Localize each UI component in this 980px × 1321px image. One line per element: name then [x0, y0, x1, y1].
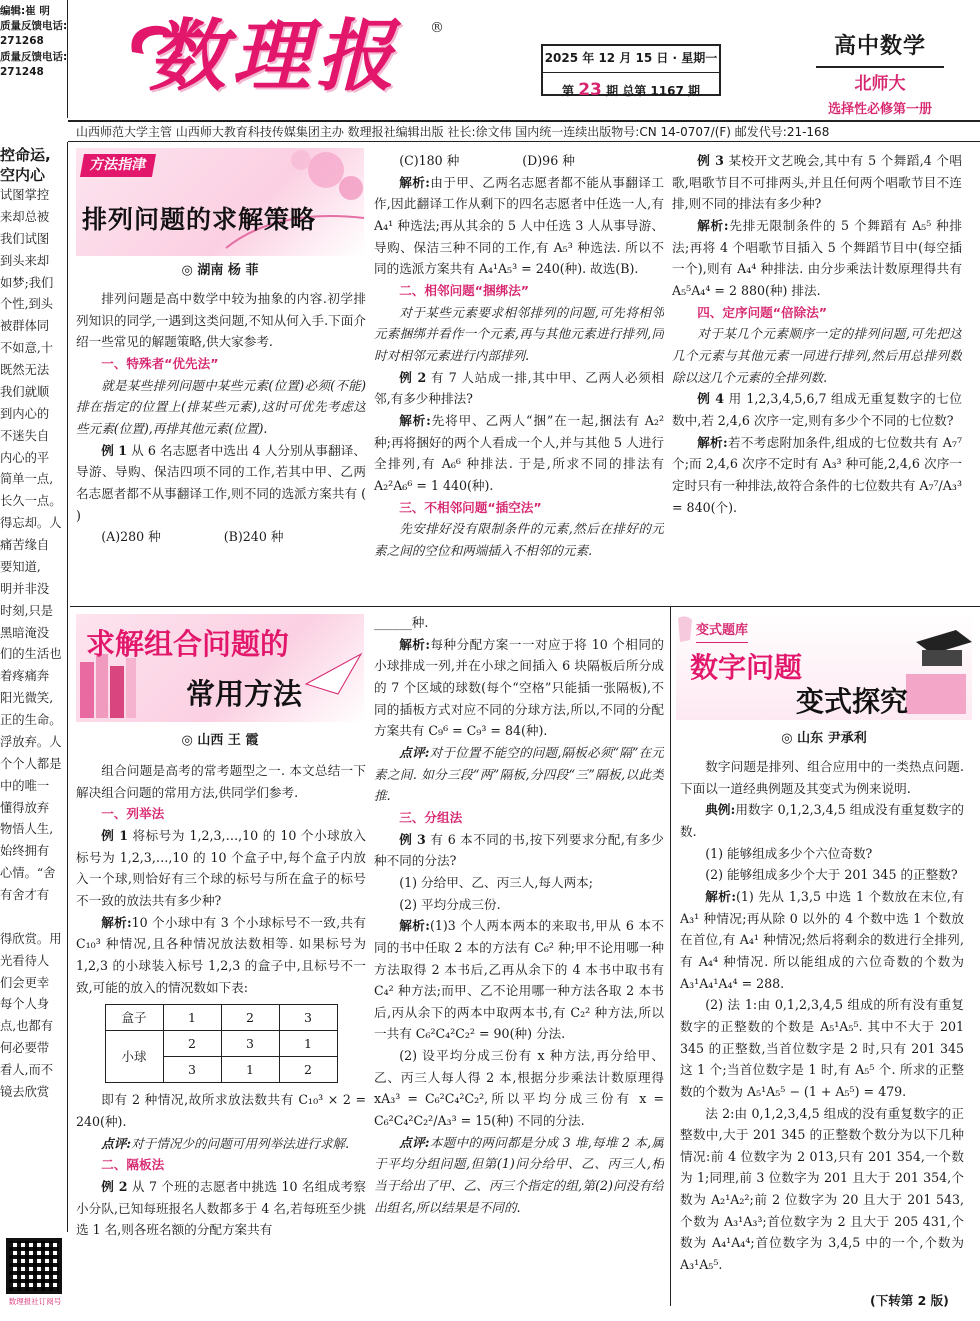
left-column-line: 始终拥有: [0, 844, 50, 859]
table-cell: 1: [163, 1005, 221, 1031]
left-column-line: 我们就顺: [0, 384, 50, 399]
example-text: 用 1,2,3,4,5,6,7 组成无重复数字的七位数中,若 2,4,6 次序一定,则有多少个不同的七位数?: [672, 391, 962, 428]
left-column-line: 浮放弃。人: [0, 734, 62, 749]
article1-col1: [76, 288, 366, 604]
example-paragraph: [672, 388, 962, 431]
solution-text: (2) 设平均分成三份有 x 种方法,再分给甲、乙、丙三人每人得 2 本,根据分步乘法计数原理得 xA₃³ = C₆²C₄²C₂²,所以平均分成三份有 x = C₆²C₄²C₂²/A₃³ = 15(种) 不同的分法.: [374, 1048, 664, 1129]
solution-paragraph: [374, 410, 664, 497]
ball-box-table: [105, 1004, 338, 1083]
example-text: 将标号为 1,2,3,…,10 的 10 个小球放入标号为 1,2,3,…,10 的 10 个盒子中,每个盒子内放入一个球,则恰好有三个球的标号与所在盒子的标号不一致的放法共有多少种?: [76, 827, 366, 908]
feedback-label: 质量反馈电话:: [0, 20, 68, 33]
left-column-line: 长久一点。: [0, 494, 62, 509]
volume-label: 选择性必修第一册: [827, 102, 932, 118]
note-text: 对于位置不能空的问题,隔板必须“隔”在元素之间. 如分三段“两”隔板,分四段“三”隔板,以此类推.: [374, 744, 664, 804]
article-intro: 数字问题是排列、组合应用中的一类热点问题. 下面以一道经典例题及其变式为例来说明.: [680, 759, 964, 796]
article-title: 求解组合问题的: [86, 627, 290, 661]
example-paragraph: [680, 799, 964, 842]
left-column-line: 明并非没: [0, 581, 50, 596]
left-column-line: 们的生活也: [0, 647, 62, 662]
left-column-line: 到头来却: [0, 253, 50, 268]
method-description: 对于某些元素要求相邻排列的问题,可先将相邻元素捆绑并看作一个元素,再与其他元素进行排列,同时对相邻元素进行内部排列.: [374, 304, 664, 363]
issue-number: 23: [578, 80, 602, 100]
note-label: 点评:: [399, 744, 430, 760]
table-cell: 3: [279, 1005, 337, 1031]
solution-label: 解析:: [101, 914, 132, 930]
left-column-text: [0, 185, 67, 1104]
newspaper-logo: [130, 10, 460, 120]
left-column-line: 被群体同: [0, 319, 50, 334]
editor-line: 编辑:崔 明: [0, 5, 50, 17]
solution-paragraph: [672, 432, 962, 519]
issue-prefix: 第: [562, 84, 575, 98]
article-title: 排列问题的求解策略: [82, 205, 317, 234]
example-label: 例 2: [101, 1178, 128, 1194]
article2-banner: [76, 614, 364, 722]
solution-text: 由于甲、乙两名志愿者都不能从事翻译工作,因此翻译工作从剩下的四名志愿者中任选一人,有 A₄¹ 种选法;再从其余的 5 人中任选 3 人从事导游、导购、保洁三种不同的工作,有 A₅³ 种选法. 所以不同的选派方案共有 A₄¹A₅³ = 240(种). 故选(B).: [374, 174, 664, 277]
continued-note: (下转第 2 版): [870, 1293, 949, 1308]
example-text: 用数字 0,1,2,3,4,5 组成没有重复数字的数.: [680, 802, 964, 839]
left-partial-column: [0, 142, 68, 1232]
example-text: 有 7 人站成一排,其中甲、乙两人必须相邻,有多少种排法?: [374, 369, 664, 407]
example-paragraph: [76, 825, 366, 912]
section-tag: 变式题库: [696, 620, 748, 643]
table-header-cell: 盒子: [105, 1005, 163, 1031]
left-column-line: 个个人都是: [0, 756, 62, 771]
note-label: 点评:: [101, 1135, 132, 1151]
article1-col2: [374, 150, 664, 606]
issue-suffix: 期 总第 1167 期: [606, 84, 700, 98]
left-column-line: 不迷失自: [0, 428, 50, 443]
left-column-line: 何必要带: [0, 1041, 50, 1056]
section-divider: [70, 606, 670, 607]
left-column-line: 光看待人: [0, 953, 50, 968]
solution-paragraph: [374, 915, 664, 1045]
qr-code[interactable]: [6, 1238, 62, 1294]
article-intro: 组合问题是高考的常考题型之一. 本文总结一下解决组合问题的常用方法,供同学们参考.: [76, 763, 366, 800]
feedback-phone: 271268: [0, 35, 44, 48]
left-column-line: 着疼痛奔: [0, 669, 50, 684]
left-column-line: 懂得放弃: [0, 800, 50, 815]
left-column-line: 既然无法: [0, 363, 50, 377]
method-description: 就是某些排列问题中某些元素(位置)必须(不能)排在指定的位置上(排某些元素),这时可优先考虑这些元素(位置),再排其他元素(位置).: [76, 377, 366, 436]
section-tag: 方法指津: [80, 154, 156, 177]
article-title: 常用方法: [186, 677, 303, 711]
method-description: 先安排好没有限制条件的元素,然后在排好的元素之间的空位和两端插入不相邻的元素.: [374, 521, 664, 558]
article3-col: [680, 756, 964, 1306]
article1-banner: [76, 148, 364, 256]
section-divider: [670, 606, 980, 607]
section-heading: 四、定序问题“倍除法”: [697, 304, 828, 320]
editor-info: [0, 0, 68, 118]
solution-text: 每种分配方案一一对应于将 10 个相同的小球排成一列,并在小球之间插入 6 块隔板后所分成的 7 个区域的球数(每个“空格”只能插一张隔板),不同的插板方式对应不同的分球方法,所以,不同的分配方案共有 C₉⁶ = C₉³ = 84(种).: [374, 636, 664, 739]
example-text: 有 6 本不同的书,按下列要求分配,有多少种不同的分法?: [374, 831, 664, 869]
left-column-line: 如梦;我们: [0, 275, 54, 290]
note-paragraph: [76, 1133, 366, 1155]
logo-text: 数理报: [148, 11, 401, 102]
left-column-line: 正的生命。: [0, 713, 62, 727]
solution-paragraph: [672, 215, 962, 302]
solution-text: (1)3 个人两本两本的来取书,甲从 6 本不同的书中任取 2 本的方法有 C₆² 种;甲不论用哪一种方法取得 2 本书后,乙再从余下的 4 本书中取书有 C₄² 种方法;而甲、乙不论用哪一种方法各取 2 本书后,丙从余下的两本中取两本书,有 C₂² 种方法,所以一共有 C₆²C₄²C₂² = 90(种) 分法.: [374, 918, 664, 1042]
left-column-line: 有舍才有: [0, 888, 50, 902]
solution-text: 法 2:由 0,1,2,3,4,5 组成的没有重复数字的正整数中,大于 201 345 的正整数个数分为以下几种情况:前 4 位数字为 2 013,只有 201 354,一个数为 1;同理,前 3 位数字为 201 且大于 201 354,个数为 A₂¹A₂²;前 2 位数字为 20 且大于 201 543,个数为 A₃¹A₃³;首位数字为 2 且大于 205 431,个数为 A₄¹A₄⁴;首位数字为 3,4,5 中的一个,个数为 A₃¹A₅⁵.: [680, 1105, 964, 1273]
question-item: (2) 能够组成多少个大于 201 345 的正整数?: [705, 867, 958, 883]
table-cell: 3: [163, 1057, 221, 1083]
table-cell: 2: [279, 1057, 337, 1083]
example-label: 例 3: [399, 831, 426, 847]
solution-label: 解析:: [399, 412, 431, 428]
article-title: 数字问题: [690, 651, 803, 684]
feedback-label: 质量反馈电话:: [0, 50, 68, 63]
solution-text: 先将甲、乙两人“捆”在一起,捆法有 A₂² 种;再将捆好的两个人看成一个人,并与其他 5 人进行全排列,有 A₆⁶ 种排法. 于是,所求不同的排法有 A₂²A₆⁶ = 1 440(种).: [374, 412, 664, 493]
article2-col1: [76, 760, 366, 1315]
solution-text: 先排无限制条件的 5 个舞蹈有 A₅⁵ 种排法;再将 4 个唱歌节目插入 5 个舞蹈节目中(每空插一个),则有 A₄⁴ 种排法. 由分步乘法计数原理得共有 A₅⁵A₄⁴ = 2 880(种) 排法.: [672, 217, 962, 298]
example-text: 某校开文艺晚会,其中有 5 个舞蹈,4 个唱歌,唱歌节目不可排两头,并且任何两个唱歌节目不连排,则不同的排法有多少种?: [672, 153, 962, 212]
article-author: ◎ 山西 王 霞: [181, 733, 259, 748]
left-column-line: 心情。“舍: [0, 866, 56, 881]
example-label: 例 3: [697, 153, 724, 168]
example-text: 从 6 名志愿者中选出 4 人分别从事翻译、导游、导购、保洁四项不同的工作,若其中甲、乙两名志愿者都不从事翻译工作,则不同的选派方案共有 ( ): [76, 442, 366, 523]
example-paragraph: [374, 367, 664, 410]
table-cell: 1: [279, 1031, 337, 1057]
left-column-title: 控命运,: [0, 146, 51, 164]
left-column-line: 内心的平: [0, 450, 50, 465]
question-item: (1) 能够组成多少个六位奇数?: [705, 845, 873, 861]
note-text: 本题中的两问都是分成 3 堆,每堆 2 本,属于平均分组问题,但第(1)问分给甲、乙、丙三人,相当于给出了甲、乙、丙三个指定的组,第(2)问没有给出组名,所以结果是不同的.: [374, 1134, 664, 1215]
section-heading: 一、特殊者“优先法”: [101, 355, 219, 371]
issue-box: [541, 44, 721, 100]
section-heading: 二、隔板法: [101, 1157, 165, 1173]
table-row: [105, 1005, 337, 1031]
column-divider: [670, 606, 671, 1306]
left-column-line: 看人,而不: [0, 1063, 54, 1077]
section-heading: 三、不相邻问题“插空法”: [399, 499, 542, 515]
article-intro: 排列问题是高中数学中较为抽象的内容.初学排列知识的同学,一遇到这类问题,不知从何入手.下面介绍一些常见的解题策略,供大家参考.: [76, 291, 366, 350]
registered-mark: ®: [430, 20, 444, 36]
article-author: ◎ 湖南 杨 菲: [181, 263, 259, 278]
solution-text: 即有 2 种情况,故所求放法数共有 C₁₀³ × 2 = 240(种).: [76, 1092, 366, 1129]
qr-label: 数理报社订阅号: [8, 1297, 62, 1306]
left-column-line: 黑暗淹没: [0, 625, 50, 640]
solution-label: 解析:: [705, 888, 736, 904]
example-label: 例 4: [697, 391, 725, 407]
table-header-cell: 小球: [105, 1031, 163, 1083]
solution-text: 10 个小球中有 3 个小球标号不一致,共有 C₁₀³ 种情况,且各种情况放法数相等. 如果标号为 1,2,3 的小球装入标号 1,2,3 的盒子中,且标号不一致,可能的放入的情况数如下表:: [76, 914, 366, 995]
left-column-title: 空内心: [0, 165, 46, 184]
solution-text: (2) 法 1:由 0,1,2,3,4,5 组成的所有没有重复数字的正整数的个数是 A₅¹A₅⁵. 其中不大于 201 345 的正整数,当首位数字是 2 时,只有 201 345 这 1 个;当首位数字是 1 时,有 A₅⁵ 个. 所求的正整数的个数为 A₅¹A₅⁵ − (1 + A₅⁵) = 479.: [680, 997, 964, 1099]
question-item: (2) 平均分成三份.: [399, 896, 501, 912]
left-column-line: 简单一点,: [0, 472, 54, 487]
question-item: (1) 分给甲、乙、丙三人,每人两本;: [399, 874, 593, 890]
table-cell: 1: [221, 1057, 279, 1083]
solution-text: (1) 先从 1,3,5 中选 1 个数放在末位,有 A₃¹ 种情况;再从除 0 以外的 4 个数中选 1 个数放在首位,有 A₄¹ 种情况;然后将剩余的数进行全排列,有 A₄⁴ 种情况. 所以能组成的六位奇数的个数为 A₃¹A₄¹A₄⁴ = 288.: [680, 888, 964, 991]
left-column-line: 中的唯一: [0, 778, 50, 793]
answer-options: (A)280 种 (B)240 种: [101, 529, 284, 545]
left-column-line: 得忘却。人: [0, 516, 62, 531]
note-paragraph: [374, 742, 664, 807]
edition-label: 北师大: [854, 73, 906, 94]
left-column-line: 点,也都有: [0, 1019, 54, 1034]
note-paragraph: [374, 1132, 664, 1219]
left-column-line: 痛苦缘自: [0, 538, 50, 552]
left-column-line: 不如意,十: [0, 341, 54, 356]
article3-banner: [676, 612, 972, 720]
example-paragraph: [374, 829, 664, 872]
solution-paragraph: [374, 634, 664, 742]
solution-label: 解析:: [399, 636, 430, 652]
solution-label: 解析:: [399, 918, 430, 934]
issue-date: 2025 年 12 月 15 日 · 星期一: [544, 51, 718, 65]
answer-blank: ______种.: [374, 615, 429, 630]
solution-paragraph: [76, 912, 366, 999]
solution-paragraph: [374, 172, 664, 280]
example-text: 从 7 个班的志愿者中挑选 10 名组成考察小分队,已知每班报名人数都多于 4 名,若每班至少挑选 1 名,则各班名额的分配方案共有: [76, 1178, 366, 1238]
left-column-line: [0, 907, 67, 929]
example-label: 典例:: [705, 802, 736, 818]
left-column-line: 试图掌控: [0, 188, 50, 202]
subject-box: [780, 28, 980, 118]
example-label: 例 2: [399, 369, 427, 385]
left-column-line: 镜去欣赏: [0, 1084, 50, 1099]
article-title: 变式探究: [796, 685, 909, 718]
method-description: 对于某几个元素顺序一定的排列问题,可先把这几个元素与其他元素一同进行排列,然后用总排列数除以这几个元素的全排列数.: [672, 326, 962, 385]
example-paragraph: [672, 150, 962, 215]
left-column-line: 得欣赏。用: [0, 931, 62, 946]
left-column-line: 个性,到头: [0, 297, 54, 312]
table-cell: 2: [221, 1005, 279, 1031]
article-author: ◎ 山东 尹承利: [781, 731, 867, 746]
left-column-line: 时刻,只是: [0, 603, 54, 618]
feedback-phone: 271248: [0, 65, 44, 78]
publisher-info-bar: 山西师范大学主管 山西师大教育科技传媒集团主办 数理报社编辑出版 社长:徐文伟 国内统一连续出版物号:CN 14-0707/(F) 邮发代号:21-168: [68, 120, 980, 142]
table-cell: 3: [221, 1031, 279, 1057]
example-paragraph: [76, 1176, 366, 1241]
example-paragraph: [76, 440, 366, 527]
solution-label: 解析:: [399, 174, 430, 190]
section-heading: 三、分组法: [399, 809, 463, 825]
left-column-line: 要知道,: [0, 559, 41, 574]
solution-label: 解析:: [697, 217, 729, 233]
left-column-line: 每个人身: [0, 997, 50, 1012]
solution-text: 若不考虑附加条件,组成的七位数共有 A₇⁷ 个;而 2,4,6 次序不定时有 A₃³ 种可能,2,4,6 次序一定时只有一种排法,故符合条件的七位数共有 A₇⁷/A₃³ = 840(个).: [672, 434, 962, 515]
issue-number-line: [543, 72, 719, 105]
left-column-line: 我们试图: [0, 231, 50, 246]
note-text: 对于情况少的问题可用列举法进行求解.: [131, 1135, 350, 1151]
article1-col3: [672, 150, 962, 606]
subject-title: 高中数学: [816, 28, 944, 68]
table-row: [105, 1031, 337, 1057]
solution-label: 解析:: [697, 434, 728, 450]
note-label: 点评:: [399, 1134, 430, 1150]
left-column-line: 来却总被: [0, 209, 50, 224]
solution-paragraph: [680, 886, 964, 994]
section-heading: 一、列举法: [101, 806, 165, 822]
left-column-line: 到内心的: [0, 406, 50, 421]
left-column-line: 物悟人生,: [0, 822, 54, 837]
left-column-line: 们会更幸: [0, 975, 50, 990]
example-label: 例 1: [101, 442, 128, 458]
left-column-line: 阳光微笑,: [0, 691, 54, 706]
table-cell: 2: [163, 1031, 221, 1057]
example-label: 例 1: [101, 827, 128, 843]
answer-options: (C)180 种 (D)96 种: [399, 153, 575, 168]
section-heading: 二、相邻问题“捆绑法”: [399, 282, 530, 298]
article2-col2: [374, 612, 664, 1312]
